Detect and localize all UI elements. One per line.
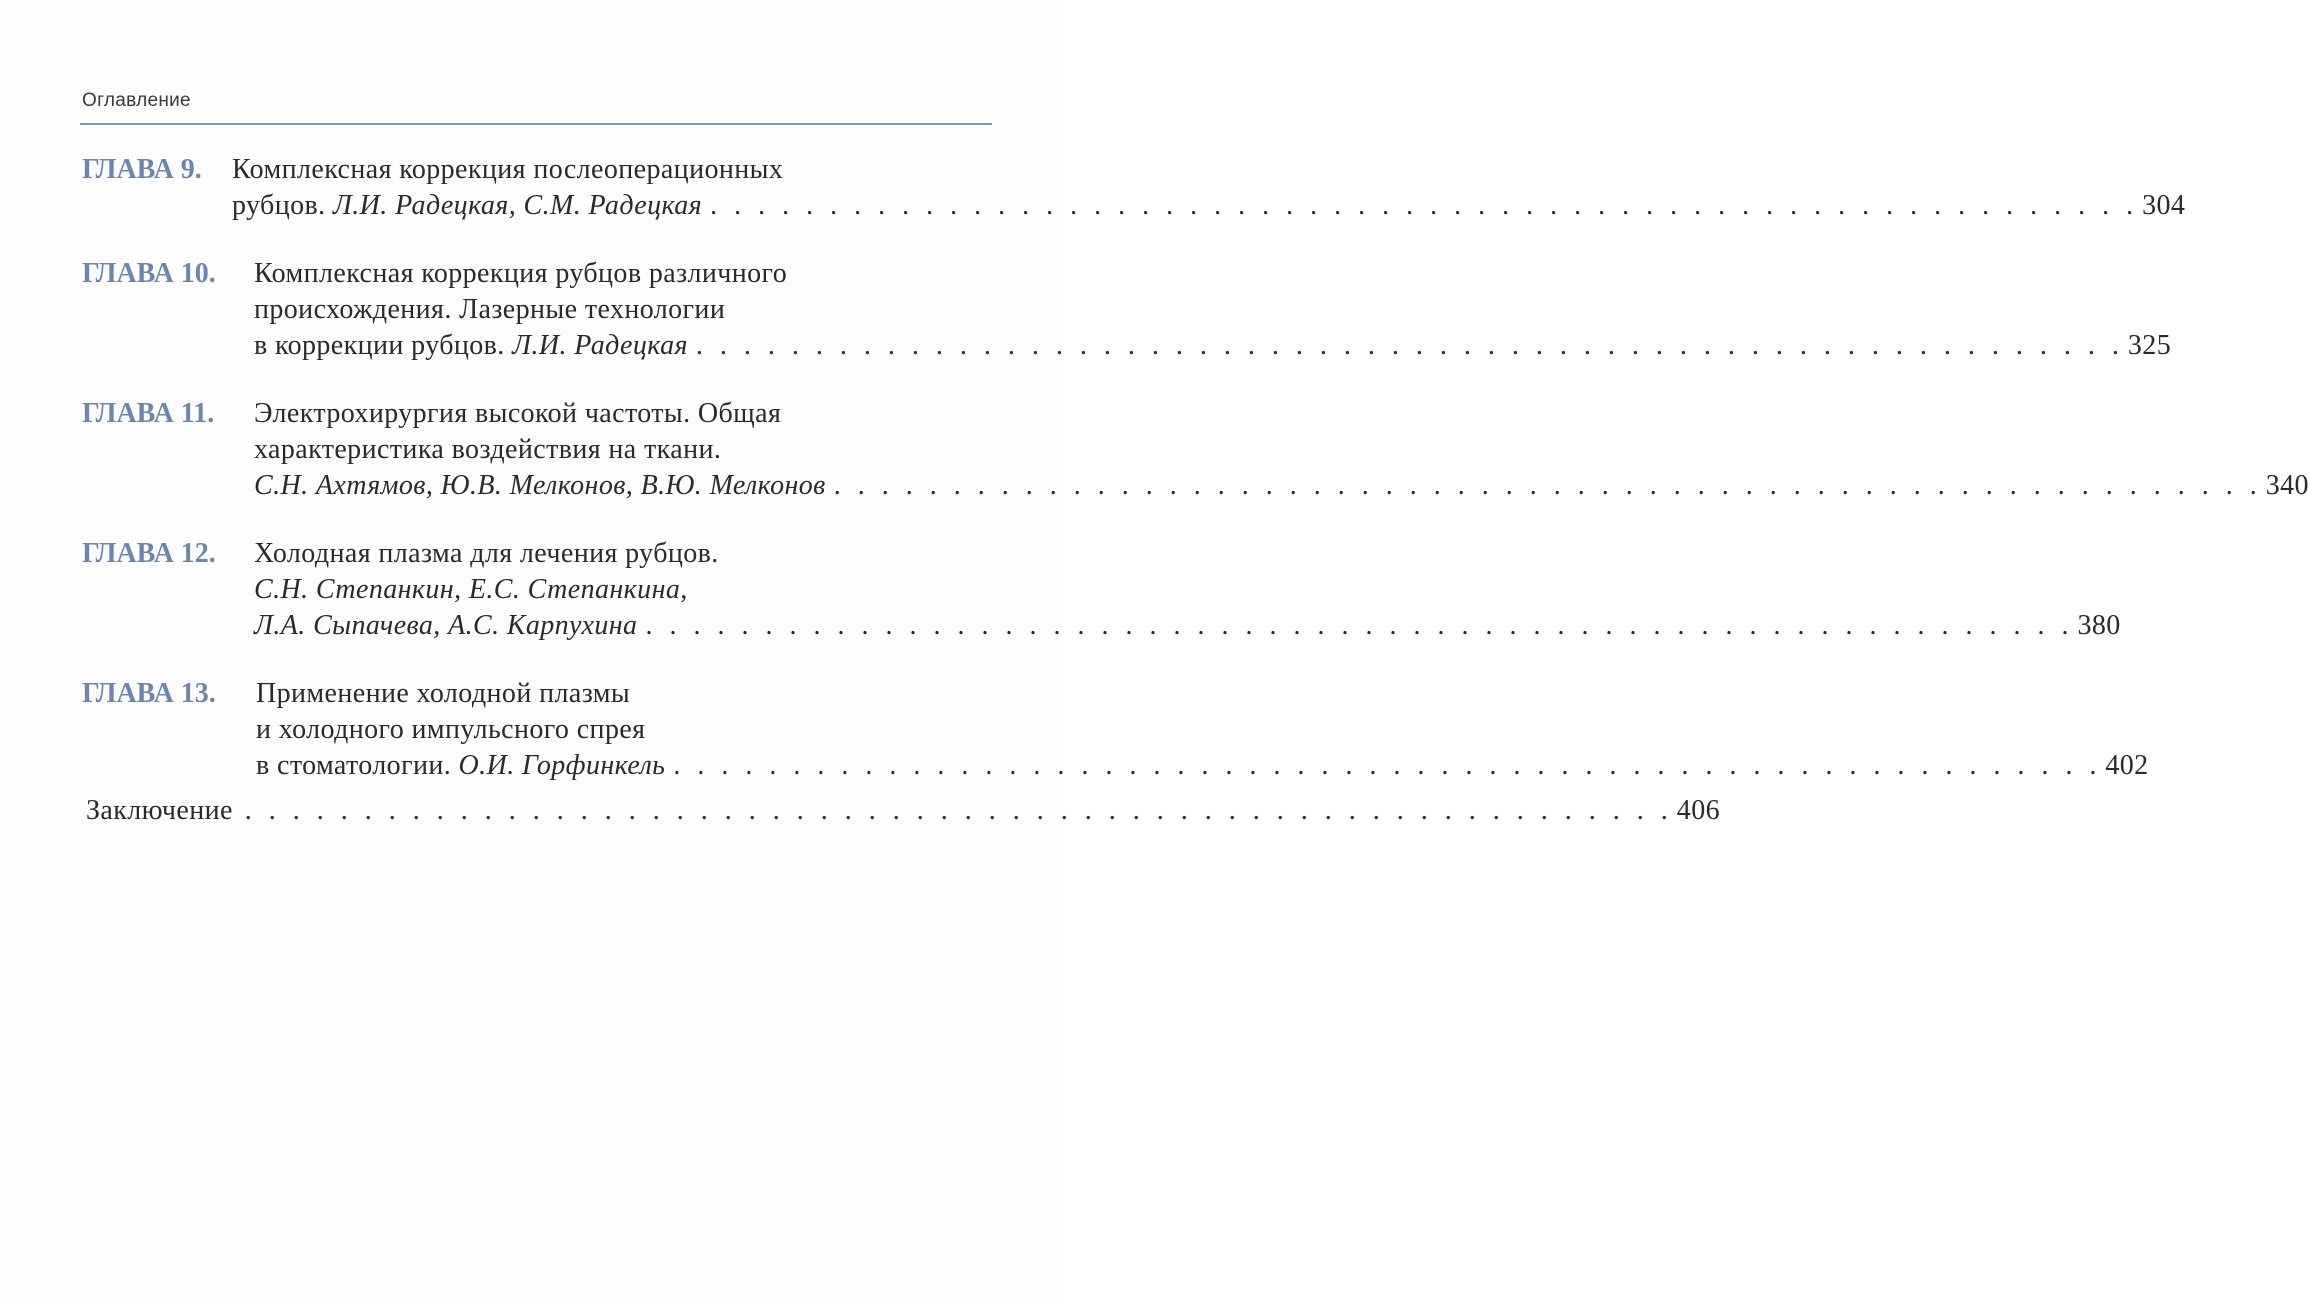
running-head: Оглавление (82, 90, 191, 111)
entry-title-line: в коррекции рубцов. Л.И. Радецкая (254, 330, 688, 361)
entry-title-line: Комплексная коррекция рубцов различного (254, 258, 788, 289)
entry-title-line: и холодного импульсного спрея (256, 714, 646, 745)
chapter-label: ГЛАВА 9. (82, 154, 202, 185)
toc-entry-chapter-12[interactable] (82, 536, 2121, 650)
page-number: 340 (2265, 470, 2309, 501)
page-number: 406 (1676, 795, 1720, 826)
entry-last-line (256, 748, 2149, 784)
entry-last-line (232, 188, 2186, 224)
toc-entry-chapter-11[interactable] (82, 396, 2309, 510)
entry-authors: Л.А. Сыпачева, А.С. Карпухина (254, 610, 638, 641)
chapter-label: ГЛАВА 13. (82, 678, 216, 709)
page-number: 325 (2127, 330, 2172, 361)
entry-title-line: характеристика воздействия на ткани. (254, 434, 722, 465)
header-rule (80, 123, 992, 125)
entry-title-line: Применение холодной плазмы (256, 678, 631, 709)
toc-entry-conclusion[interactable] (86, 793, 1720, 829)
dot-leader: . . . . . . . . . . . . . . . . . . . . . . . . . . . . . . . . . . . . . . . . . . . . . . . . . . . . . . . . . . . . (673, 750, 2102, 781)
dot-leader: . . . . . . . . . . . . . . . . . . . . . . . . . . . . . . . . . . . . . . . . . . . . . . . . . . . . . . . . . . . . (695, 330, 2124, 361)
entry-last-line (254, 608, 2121, 644)
entry-title-line: в стоматологии. О.И. Горфинкель (256, 750, 666, 781)
toc-entry-chapter-10[interactable] (82, 256, 2172, 370)
chapter-label: ГЛАВА 10. (82, 258, 216, 289)
entry-authors: С.Н. Ахтямов, Ю.В. Мелконов, В.Ю. Мелконов (254, 470, 826, 501)
entry-last-line (254, 468, 2309, 504)
page-number: 304 (2142, 190, 2186, 221)
entry-authors: Л.И. Радецкая, С.М. Радецкая (332, 190, 703, 221)
chapter-label: ГЛАВА 12. (82, 538, 216, 569)
dot-leader: . . . . . . . . . . . . . . . . . . . . . . . . . . . . . . . . . . . . . . . . . . . . . . . . . . . . . . . . . . . . (244, 795, 1673, 826)
entry-title-line: рубцов. Л.И. Радецкая, С.М. Радецкая (232, 190, 703, 221)
toc-entry-chapter-9[interactable] (82, 152, 2186, 232)
entry-authors: О.И. Горфинкель (458, 750, 666, 781)
dot-leader: . . . . . . . . . . . . . . . . . . . . . . . . . . . . . . . . . . . . . . . . . . . . . . . . . . . . . . . . . . . . (710, 190, 2139, 221)
entry-authors-line: С.Н. Степанкин, Е.С. Степанкина, (254, 574, 688, 605)
entry-title-line: происхождения. Лазерные технологии (254, 294, 726, 325)
dot-leader: . . . . . . . . . . . . . . . . . . . . . . . . . . . . . . . . . . . . . . . . . . . . . . . . . . . . . . . . . . . . (833, 470, 2262, 501)
entry-authors: Л.И. Радецкая (512, 330, 688, 361)
chapter-label: ГЛАВА 11. (82, 398, 215, 429)
dot-leader: . . . . . . . . . . . . . . . . . . . . . . . . . . . . . . . . . . . . . . . . . . . . . . . . . . . . . . . . . . . . (645, 610, 2074, 641)
conclusion-title: Заключение (86, 795, 233, 826)
toc-entry-chapter-13[interactable] (82, 676, 2149, 790)
entry-last-line (254, 328, 2172, 364)
page-number: 402 (2105, 750, 2149, 781)
entry-title-line: Холодная плазма для лечения рубцов. (254, 538, 719, 569)
page-number: 380 (2077, 610, 2121, 641)
entry-title-line: Комплексная коррекция послеоперационных (232, 154, 784, 185)
entry-title-line: Электрохирургия высокой частоты. Общая (254, 398, 782, 429)
